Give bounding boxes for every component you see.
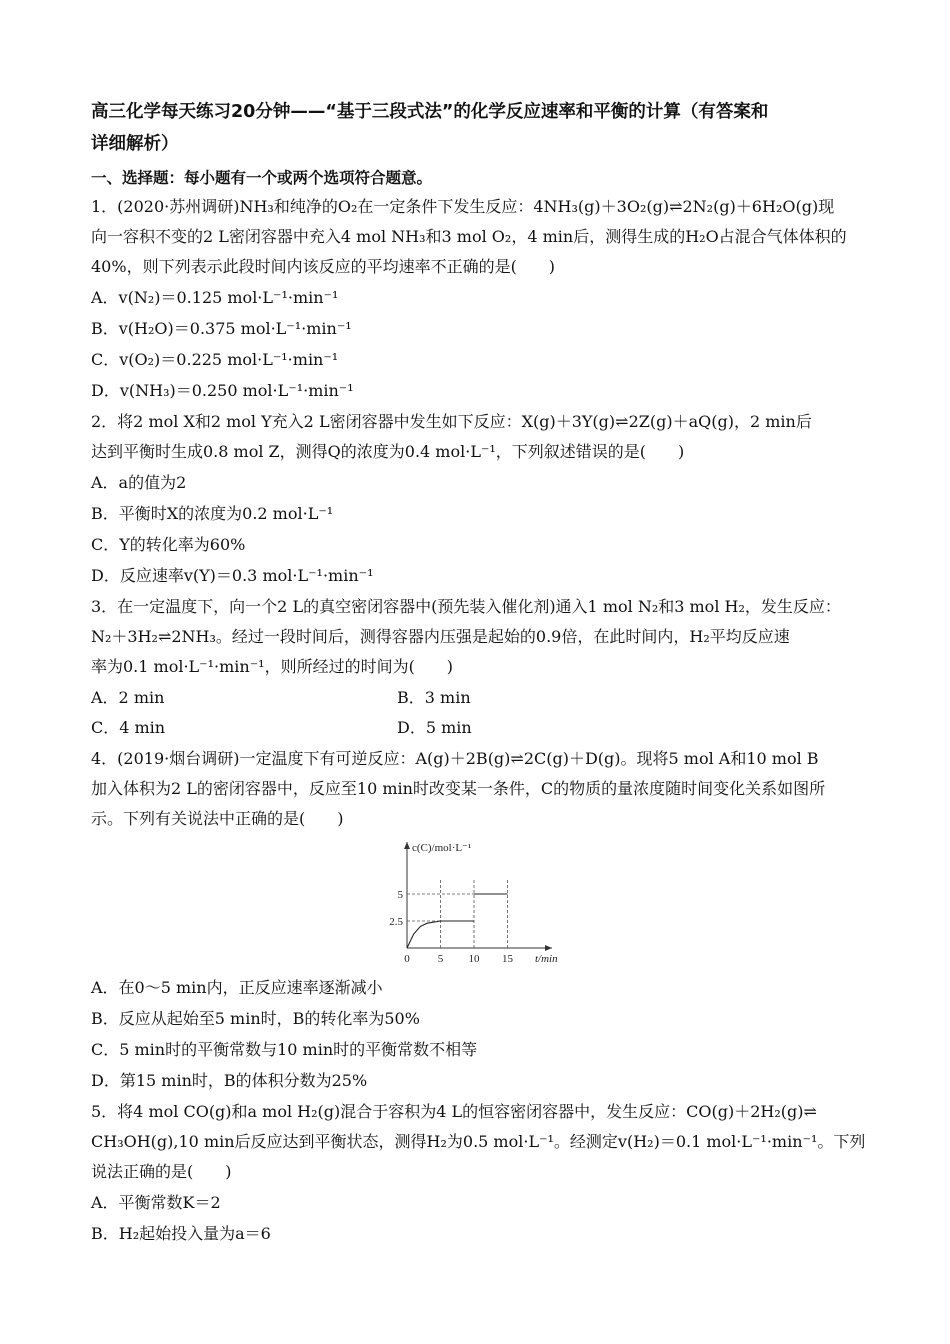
question-2-line-2: 达到平衡时生成0.8 mol Z，测得Q的浓度为0.4 mol·L⁻¹，下列叙述错误的是( ) [91, 442, 685, 461]
question-1-line-1: 1．(2020·苏州调研)NH₃和纯净的O₂在一定条件下发生反应：4NH₃(g)＋3O₂(g)⇌2N₂(g)＋6H₂O(g)现 [91, 197, 835, 216]
question-1-line-3: 40%，则下列表示此段时间内该反应的平均速率不正确的是( ) [91, 257, 556, 276]
question-4-line-3: 示。下列有关说法中正确的是( ) [91, 809, 344, 828]
question-4-line-1: 4．(2019·烟台调研)一定温度下有可逆反应：A(g)＋2B(g)⇌2C(g)＋D(g)。现将5 mol A和10 mol B [91, 749, 819, 768]
x-tick-label: 0 [404, 953, 410, 965]
x-axis-label: t/min [535, 953, 558, 965]
question-5-line-3: 说法正确的是( ) [91, 1162, 232, 1181]
question-4-option-b: B．反应从起始至5 min时，B的转化率为50% [91, 1009, 420, 1028]
question-5-option-b: B．H₂起始投入量为a＝6 [91, 1224, 271, 1243]
question-3-line-2: N₂＋3H₂⇌2NH₃。经过一段时间后，测得容器内压强是起始的0.9倍，在此时间内，H₂平均反应速 [91, 627, 790, 646]
question-4-option-d: D．第15 min时，B的体积分数为25% [91, 1071, 368, 1090]
document-title-line-1: 高三化学每天练习20分钟——“基于三段式法”的化学反应速率和平衡的计算（有答案和 [91, 102, 769, 122]
question-5-option-a: A．平衡常数K＝2 [91, 1193, 221, 1212]
question-1-option-d: D．v(NH₃)＝0.250 mol·L⁻¹·min⁻¹ [91, 381, 354, 400]
question-4-line-2: 加入体积为2 L的密闭容器中，反应至10 min时改变某一条件，C的物质的量浓度随时间变化关系如图所 [91, 779, 826, 798]
question-3-option-d: D．5 min [397, 718, 472, 737]
question-2-option-a: A．a的值为2 [91, 473, 187, 492]
x-tick-label: 15 [502, 953, 513, 965]
question-4-option-a: A．在0～5 min内，正反应速率逐渐减小 [91, 978, 383, 997]
question-1-option-b: B．v(H₂O)＝0.375 mol·L⁻¹·min⁻¹ [91, 319, 352, 338]
question-3-option-c: C．4 min [91, 718, 166, 737]
y-tick-label: 2.5 [389, 916, 403, 928]
question-2-option-b: B．平衡时X的浓度为0.2 mol·L⁻¹ [91, 504, 334, 523]
question-3-line-3: 率为0.1 mol·L⁻¹·min⁻¹，则所经过的时间为( ) [91, 657, 454, 676]
question-3-line-1: 3．在一定温度下，向一个2 L的真空密闭容器中(预先装入催化剂)通入1 mol N₂和3 mol H₂，发生反应： [91, 597, 841, 616]
question-1-option-c: C．v(O₂)＝0.225 mol·L⁻¹·min⁻¹ [91, 350, 339, 369]
question-2-line-1: 2．将2 mol X和2 mol Y充入2 L密闭容器中发生如下反应：X(g)＋3Y(g)⇌2Z(g)＋aQ(g)，2 min后 [91, 412, 812, 431]
question-3-option-b: B．3 min [397, 688, 471, 707]
question-1-option-a: A．v(N₂)＝0.125 mol·L⁻¹·min⁻¹ [91, 288, 339, 307]
concentration-time-chart [380, 838, 580, 970]
section-heading: 一、选择题：每小题有一个或两个选项符合题意。 [91, 169, 433, 187]
question-1-line-2: 向一容积不变的2 L密闭容器中充入4 mol NH₃和3 mol O₂，4 min后，测得生成的H₂O占混合气体体积的 [91, 227, 847, 246]
document-title-line-2: 详细解析） [91, 134, 179, 154]
question-5-line-2: CH₃OH(g),10 min后反应达到平衡状态，测得H₂为0.5 mol·L⁻¹。经测定v(H₂)＝0.1 mol·L⁻¹·min⁻¹。下列 [91, 1132, 866, 1151]
y-axis-label: c(C)/mol·L⁻¹ [412, 842, 472, 854]
x-tick-label: 10 [468, 953, 480, 965]
question-2-option-d: D．反应速率v(Y)＝0.3 mol·L⁻¹·min⁻¹ [91, 566, 374, 585]
question-4-option-c: C．5 min时的平衡常数与10 min时的平衡常数不相等 [91, 1040, 478, 1059]
question-5-line-1: 5．将4 mol CO(g)和a mol H₂(g)混合于容积为4 L的恒容密闭容器中，发生反应：CO(g)＋2H₂(g)⇌ [91, 1102, 817, 1121]
question-2-option-c: C．Y的转化率为60% [91, 535, 246, 554]
y-tick-label: 5 [397, 889, 403, 901]
x-tick-label: 5 [437, 953, 444, 965]
question-3-option-a: A．2 min [91, 688, 165, 707]
